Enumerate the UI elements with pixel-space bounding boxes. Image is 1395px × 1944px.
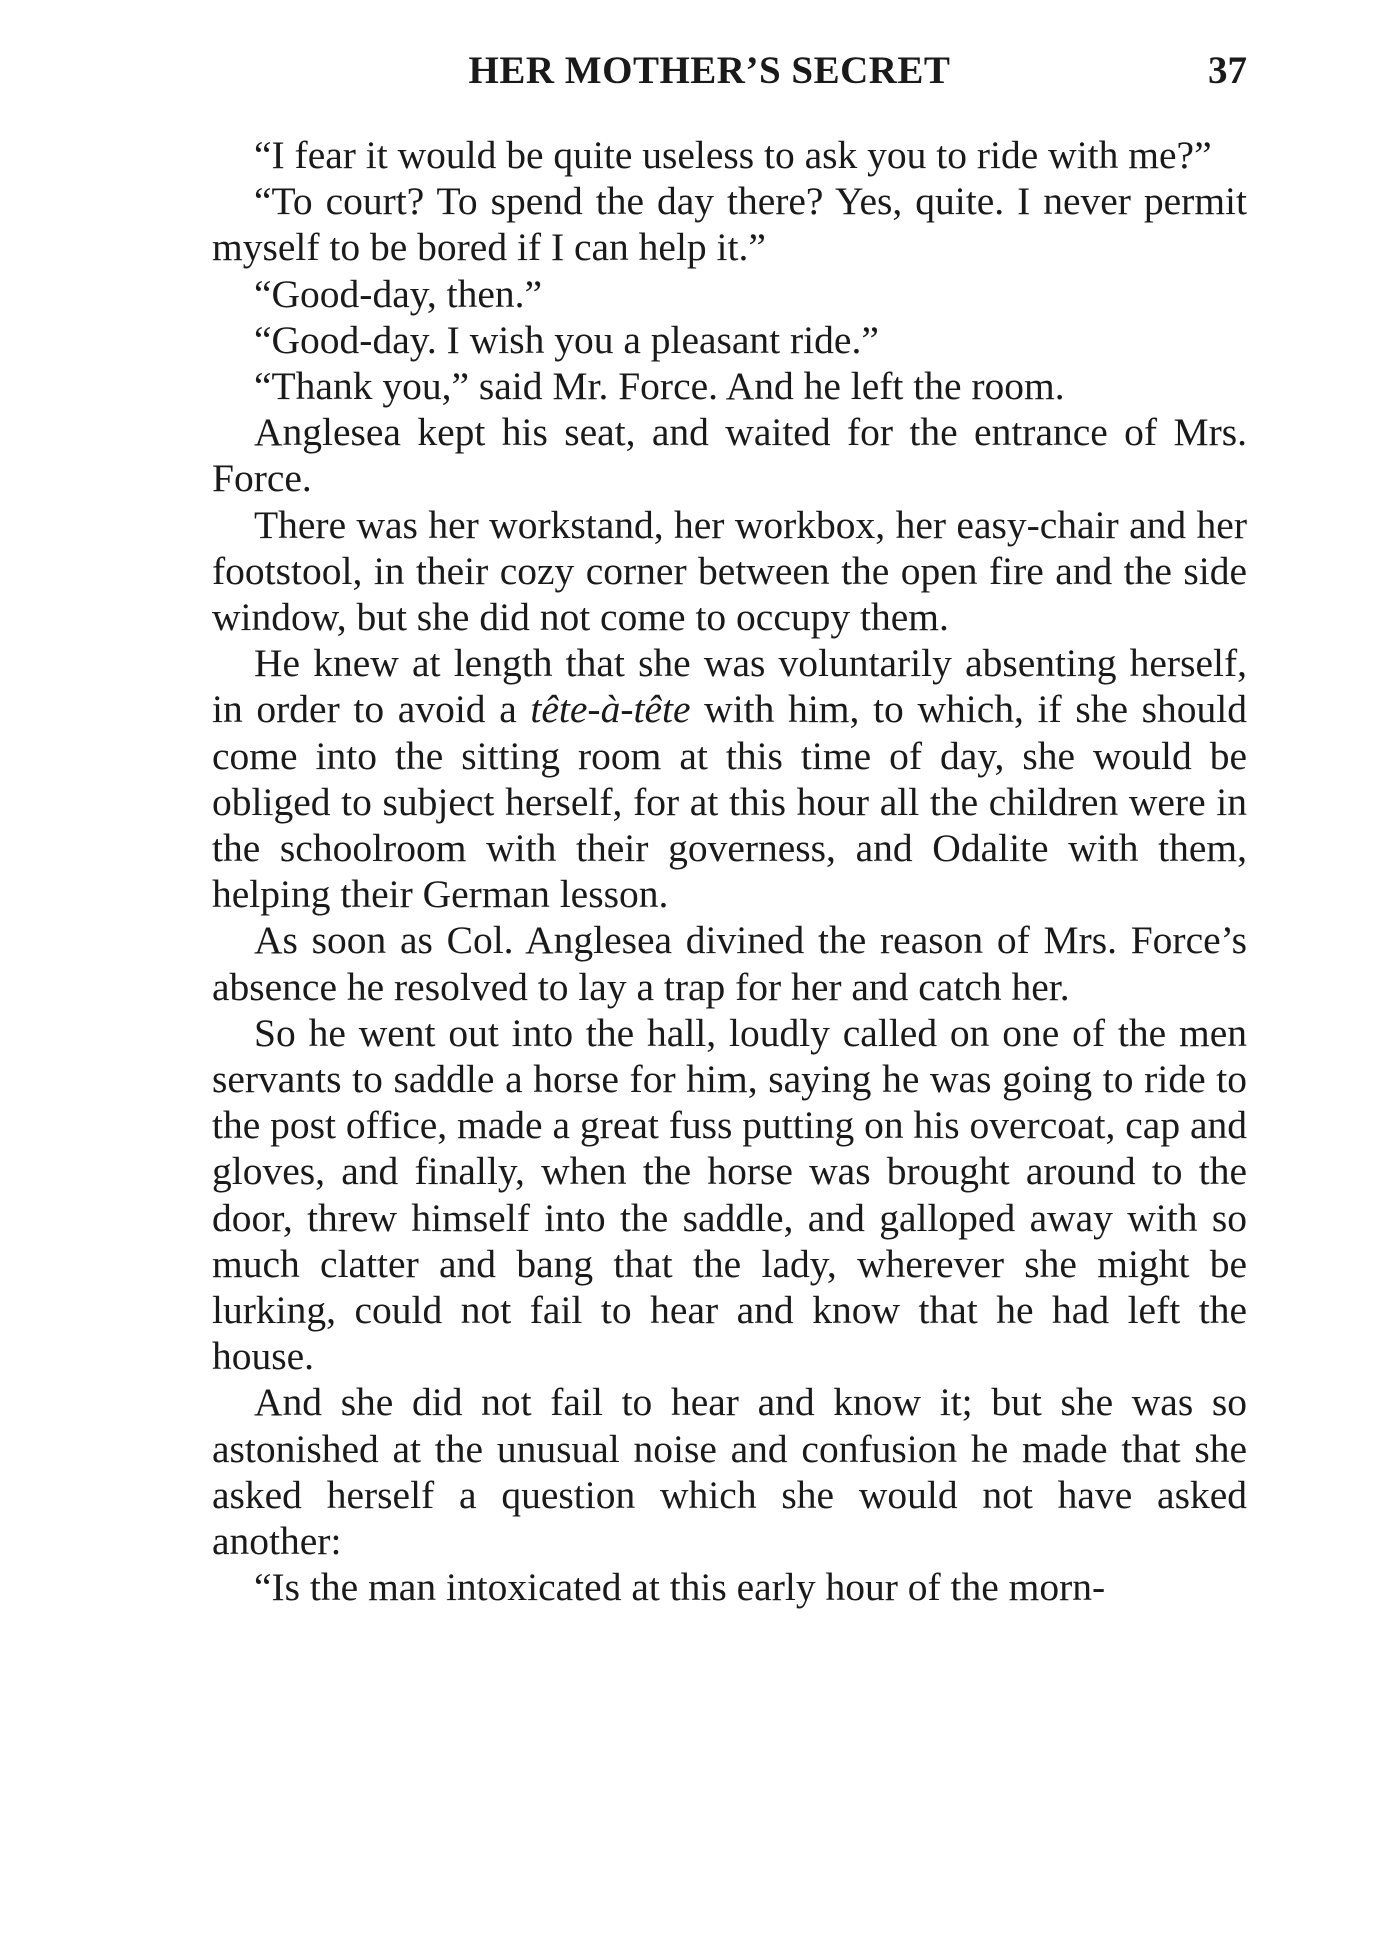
paragraph: There was her workstand, her workbox, her easy-chair and her footstool, in their cozy corner between the open fire and the side window, but she did not come to occupy them. xyxy=(212,502,1247,640)
page-number: 37 xyxy=(1208,49,1247,92)
paragraph: And she did not fail to hear and know it; but she was so astonished at the unusual noise and confusion he made that she asked herself a question which she would not have asked another: xyxy=(212,1380,1247,1564)
running-title: HER MOTHER’S SECRET xyxy=(468,49,951,92)
paragraph: As soon as Col. Anglesea divined the reason of Mrs. Force’s absence he resolved to lay a trap for her and catch her. xyxy=(212,918,1247,1009)
paragraph: “Good-day. I wish you a pleasant ride.” xyxy=(254,317,879,362)
paragraph-text: He knew at length that she was voluntarily absenting herself, in order to avoid a xyxy=(212,641,1247,732)
paragraph: “Good-day, then.” xyxy=(254,271,543,316)
running-header xyxy=(212,48,1247,108)
paragraph: “Is the man intoxicated at this early hour of the morn- xyxy=(254,1565,1106,1610)
italic-phrase: tête-à-tête xyxy=(530,687,691,732)
paragraph: “To court? To spend the day there? Yes, quite. I never permit myself to be bored if I can help it.” xyxy=(212,179,1247,270)
paragraph: So he went out into the hall, loudly called on one of the men servants to saddle a horse for him, saying he was going to ride to the post office, made a great fuss putting on his overcoat, cap and gloves, and finally, when the horse was brought around to the door, threw himself into the saddle, and galloped away with so much clatter and bang that the lady, wherever she might be lurking, could not fail to hear and know that he had left the house. xyxy=(212,1010,1247,1379)
paragraph: “Thank you,” said Mr. Force. And he left the room. xyxy=(254,364,1065,409)
paragraph: Anglesea kept his seat, and waited for the entrance of Mrs. Force. xyxy=(212,410,1247,501)
paragraph: “I fear it would be quite useless to ask you to ride with me?” xyxy=(254,133,1212,177)
paragraph xyxy=(212,640,1247,917)
body-text xyxy=(212,132,1247,1611)
paragraph-text: with him, to which, if she should come into the sitting room at this time of day, she would be obliged to subject herself, for at this hour all the children were in the schoolroom with their governess, and Odalite with them, helping their German lesson. xyxy=(212,687,1247,917)
